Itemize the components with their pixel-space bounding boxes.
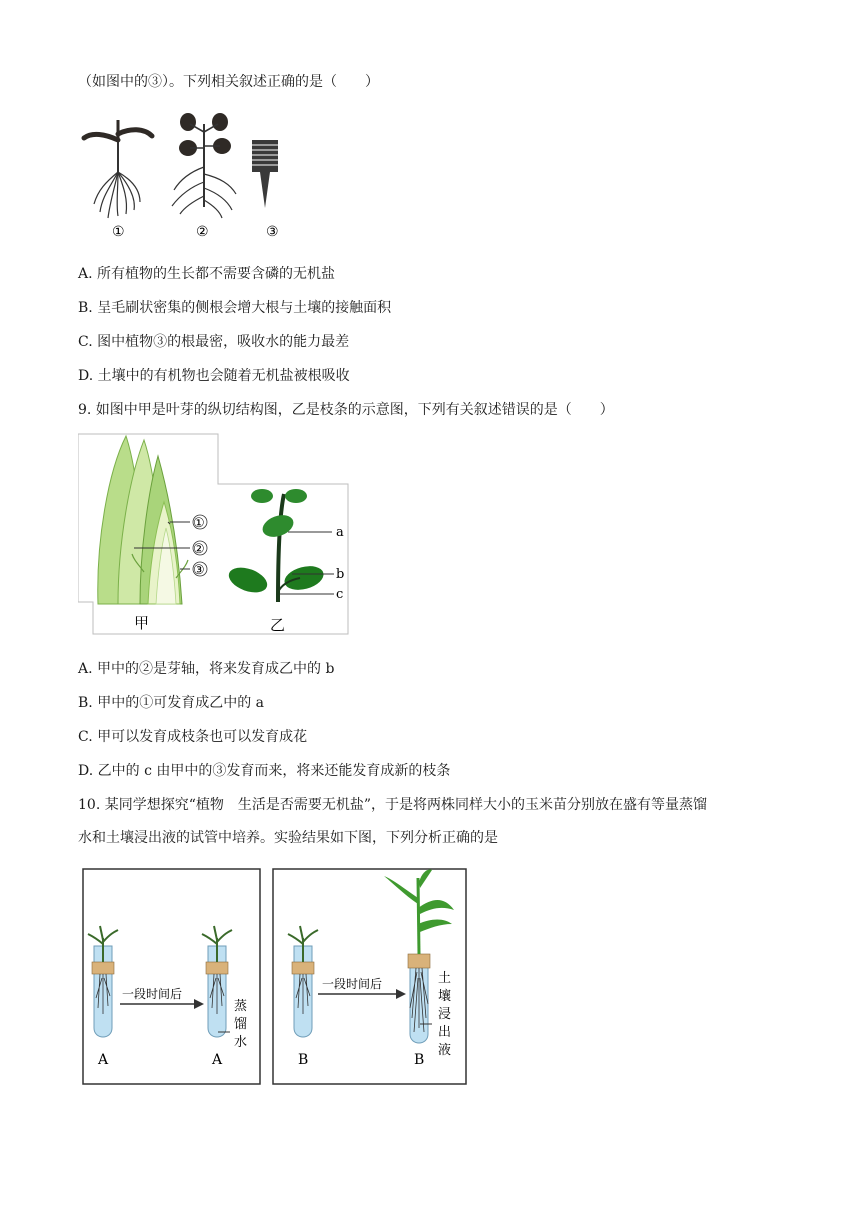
- plant-3-illustration: [252, 140, 278, 208]
- q8-option-a: A. 所有植物的生长都不需要含磷的无机盐: [78, 266, 336, 282]
- q10-panel-b: [272, 868, 468, 1086]
- q8-roots-figure: [80, 112, 320, 242]
- q10-stem-line2: 水和土壤浸出液的试管中培养。实验结果如下图，下列分析正确的是: [78, 830, 498, 846]
- panel-a-tube-left-label: A: [98, 1052, 109, 1068]
- q9-option-a: A. 甲中的②是芽轴，将来发育成乙中的 b: [78, 661, 335, 677]
- q9-caption-jia: 甲: [134, 614, 150, 632]
- q8-label-2: ②: [196, 224, 209, 240]
- panel-a-liquid-1: 蒸: [234, 999, 248, 1014]
- q9-yi-label-c: c: [336, 587, 344, 602]
- plant-1-illustration: [84, 120, 152, 218]
- q8-label-1: ①: [112, 224, 125, 240]
- leaf-bud-section: [98, 436, 188, 604]
- q9-jia-label-3: ③: [193, 563, 205, 578]
- q9-stem: 9. 如图中甲是叶芽的纵切结构图，乙是枝条的示意图，下列有关叙述错误的是（ ）: [78, 402, 614, 418]
- panel-a-tube-right-label: A: [212, 1052, 223, 1068]
- q8-label-3: ③: [266, 224, 279, 240]
- q8-option-b: B. 呈毛刷状密集的侧根会增大根与土壤的接触面积: [78, 300, 392, 316]
- q9-jia-label-1: ①: [193, 516, 205, 531]
- q9-option-c: C. 甲可以发育成枝条也可以发育成花: [78, 729, 308, 745]
- panel-b-arrow-text: 一段时间后: [322, 977, 383, 991]
- q9-option-d: D. 乙中的 c 由甲中的③发育而来，将来还能发育成新的枝条: [78, 763, 451, 779]
- q9-jia-label-2: ②: [193, 542, 205, 557]
- q9-yi-label-b: b: [336, 567, 345, 582]
- panel-b-liquid-5: 液: [438, 1043, 452, 1058]
- branch-illustration: [225, 489, 326, 602]
- panel-a-liquid-3: 水: [234, 1035, 248, 1050]
- panel-a-liquid-2: 馏: [234, 1017, 248, 1032]
- panel-b-tube-left-label: B: [298, 1052, 309, 1068]
- q8-option-c: C. 图中植物③的根最密，吸收水的能力最差: [78, 334, 350, 350]
- q8-option-d: D. 土壤中的有机物也会随着无机盐被根吸收: [78, 368, 350, 384]
- plant-2-illustration: [172, 113, 236, 218]
- q9-figure: [78, 432, 350, 638]
- panel-a-arrow-text: 一段时间后: [122, 987, 183, 1001]
- q9-option-b: B. 甲中的①可发育成乙中的 a: [78, 695, 264, 711]
- q8-stem-tail: （如图中的③）。下列相关叙述正确的是（ ）: [78, 74, 379, 90]
- panel-b-liquid-3: 浸: [438, 1007, 452, 1022]
- q9-yi-label-a: a: [336, 525, 344, 540]
- panel-b-liquid-4: 出: [438, 1025, 452, 1040]
- panel-b-tube-right-label: B: [414, 1052, 425, 1068]
- q9-caption-yi: 乙: [270, 616, 286, 634]
- panel-b-liquid-1: 土: [438, 971, 452, 986]
- q10-stem-line1: 10. 某同学想探究“植物 生活是否需要无机盐”，于是将两株同样大小的玉米苗分别放在盛有等量蒸馏: [78, 797, 708, 813]
- panel-b-liquid-2: 壤: [438, 989, 452, 1004]
- q10-panel-a: [82, 868, 262, 1086]
